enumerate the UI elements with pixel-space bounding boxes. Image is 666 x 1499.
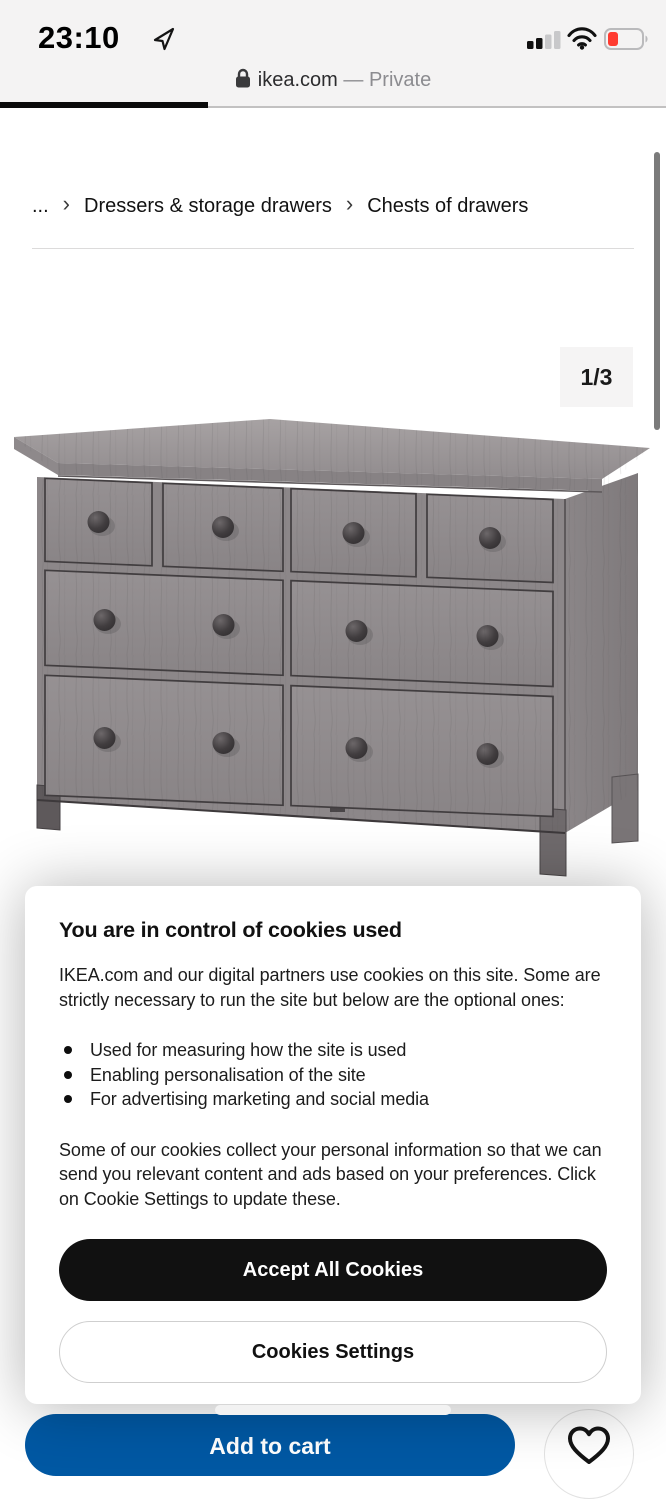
lock-icon [235,68,251,94]
cookie-option-measuring: Used for measuring how the site is used [59,1038,607,1063]
cookie-options-list [59,1038,607,1112]
url-domain: ikea.com [257,69,338,91]
wifi-icon [567,27,597,55]
breadcrumb-ellipsis[interactable]: ... [32,194,49,217]
cellular-signal-icon [527,30,561,55]
battery-low-icon [604,28,649,55]
browser-chrome [0,0,666,108]
gallery-page-indicator: 1/3 [560,347,633,407]
page-scrollbar[interactable] [654,152,660,430]
cookie-dialog-note: Some of our cookies collect your personal information so that we can send you relevant content and ads based on your preferences. Click on Cookie Settings to update these. [59,1139,602,1209]
url-bar[interactable] [0,68,666,94]
add-to-cart-button[interactable]: Add to cart [25,1414,515,1476]
location-arrow-icon [152,27,176,56]
status-time: 23:10 [38,20,120,55]
breadcrumb-item-dressers[interactable]: Dressers & storage drawers [84,194,332,217]
heart-icon [567,1426,611,1466]
accept-all-cookies-button[interactable]: Accept All Cookies [59,1239,607,1301]
url-privacy-label: — Private [343,69,432,91]
home-indicator[interactable] [215,1405,451,1415]
cookie-option-personalisation: Enabling personalisation of the site [59,1063,607,1088]
cookie-dialog-intro: IKEA.com and our digital partners use cookies on this site. Some are strictly necessary to run the site but below are the optional ones: [59,965,601,1010]
chevron-right-icon: › [345,191,354,216]
cookies-settings-button[interactable]: Cookies Settings [59,1321,607,1383]
product-image[interactable] [0,415,666,885]
favorite-button[interactable] [544,1409,634,1499]
status-bar [0,14,666,58]
cookie-option-advertising: For advertising marketing and social media [59,1087,607,1112]
cookie-consent-dialog [25,886,641,1404]
breadcrumb-item-chests[interactable]: Chests of drawers [367,194,529,217]
breadcrumb [32,193,632,219]
cookie-dialog-title: You are in control of cookies used [59,918,402,942]
page-load-progress-bar [0,102,208,108]
breadcrumb-divider [32,248,634,249]
chevron-right-icon: › [62,191,70,216]
